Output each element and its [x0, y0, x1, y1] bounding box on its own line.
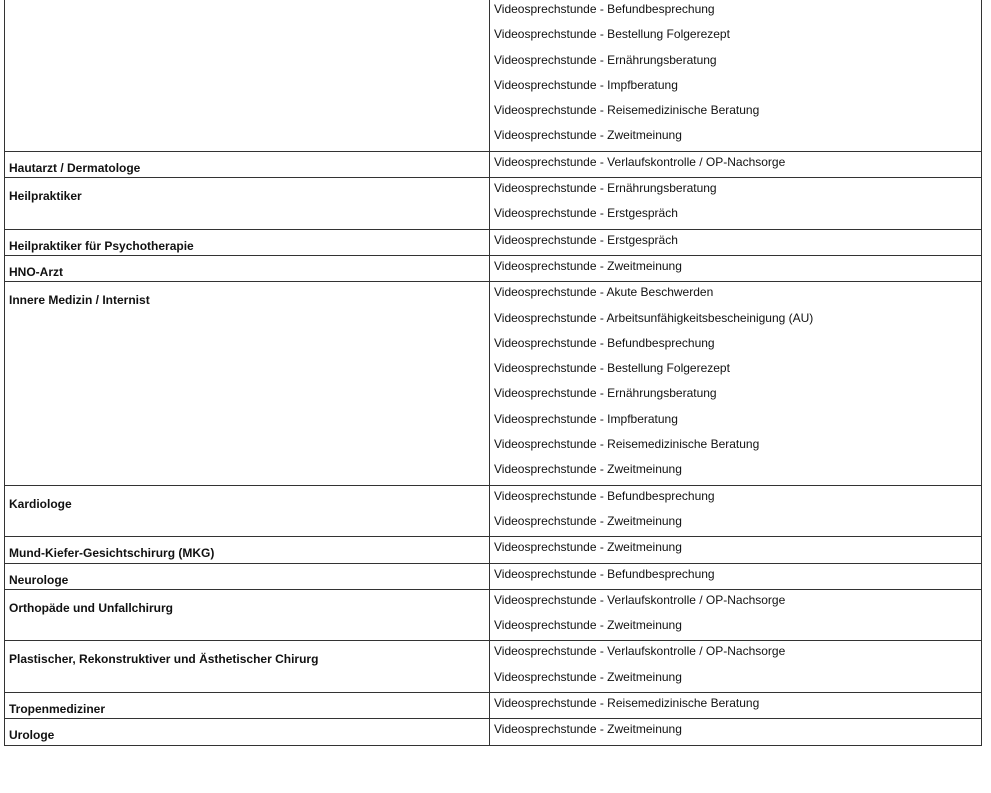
specialty-cell: [5, 255, 490, 281]
service-item: Videosprechstunde - Reisemedizinische Beratung: [494, 437, 760, 452]
table-row: [5, 719, 982, 745]
specialty-cell: [5, 151, 490, 177]
table-row: [5, 563, 982, 589]
table-row: [5, 255, 982, 281]
specialty-cell: [5, 563, 490, 589]
specialty-cell: [5, 641, 490, 693]
specialty-label: Heilpraktiker für Psychotherapie: [9, 238, 194, 253]
services-cell: [490, 255, 982, 281]
table-row: [5, 151, 982, 177]
services-cell: [490, 693, 982, 719]
service-item: Videosprechstunde - Befundbesprechung: [494, 566, 715, 581]
service-item: Videosprechstunde - Zweitmeinung: [494, 618, 682, 633]
specialty-cell: [5, 693, 490, 719]
services-cell: [490, 229, 982, 255]
service-item: Videosprechstunde - Ernährungsberatung: [494, 181, 717, 196]
specialty-label: Orthopäde und Unfallchirurg: [9, 600, 173, 615]
table-row: [5, 693, 982, 719]
service-item: Videosprechstunde - Erstgespräch: [494, 232, 678, 247]
specialty-services-table: [4, 0, 982, 746]
service-item: Videosprechstunde - Reisemedizinische Beratung: [494, 696, 760, 711]
services-cell: [490, 563, 982, 589]
specialty-cell: [5, 589, 490, 641]
specialty-label: Plastischer, Rekonstruktiver und Ästhetischer Chirurg: [9, 652, 319, 667]
table-row: [5, 641, 982, 693]
services-cell: [490, 589, 982, 641]
service-item: Videosprechstunde - Impfberatung: [494, 411, 678, 426]
specialty-label: Mund-Kiefer-Gesichtschirurg (MKG): [9, 546, 215, 561]
service-item: Videosprechstunde - Bestellung Folgerezept: [494, 27, 730, 42]
table-row: [5, 485, 982, 537]
service-item: Videosprechstunde - Zweitmeinung: [494, 128, 682, 143]
service-item: Videosprechstunde - Erstgespräch: [494, 206, 678, 221]
specialty-label: Tropenmediziner: [9, 702, 106, 717]
specialty-cell: [5, 282, 490, 485]
service-item: Videosprechstunde - Zweitmeinung: [494, 513, 682, 528]
specialty-label: Kardiologe: [9, 496, 72, 511]
table-row: [5, 589, 982, 641]
table-row: [5, 229, 982, 255]
service-item: Videosprechstunde - Akute Beschwerden: [494, 285, 714, 300]
service-item: Videosprechstunde - Verlaufskontrolle / OP-Nachsorge: [494, 644, 786, 659]
table-row: [5, 282, 982, 485]
services-cell: [490, 0, 982, 151]
service-item: Videosprechstunde - Ernährungsberatung: [494, 52, 717, 67]
service-item: Videosprechstunde - Reisemedizinische Beratung: [494, 103, 760, 118]
specialty-label: Neurologe: [9, 572, 69, 587]
service-item: Videosprechstunde - Zweitmeinung: [494, 669, 682, 684]
services-cell: [490, 282, 982, 485]
table-row: [5, 0, 982, 151]
services-cell: [490, 537, 982, 563]
table-row: [5, 537, 982, 563]
specialty-label: [9, 0, 489, 10]
specialty-label: Heilpraktiker: [9, 189, 82, 204]
specialty-label: Innere Medizin / Internist: [9, 293, 150, 308]
service-item: Videosprechstunde - Befundbesprechung: [494, 488, 715, 503]
service-item: Videosprechstunde - Zweitmeinung: [494, 462, 682, 477]
specialty-cell: [5, 229, 490, 255]
services-cell: [490, 719, 982, 745]
services-cell: [490, 151, 982, 177]
service-item: Videosprechstunde - Arbeitsunfähigkeitsbescheinigung (AU): [494, 310, 814, 325]
services-cell: [490, 178, 982, 230]
specialty-cell: [5, 719, 490, 745]
services-cell: [490, 485, 982, 537]
service-item: Videosprechstunde - Ernährungsberatung: [494, 386, 717, 401]
specialty-cell: [5, 178, 490, 230]
service-item: Videosprechstunde - Impfberatung: [494, 77, 678, 92]
service-item: Videosprechstunde - Verlaufskontrolle / OP-Nachsorge: [494, 154, 786, 169]
service-item: Videosprechstunde - Befundbesprechung: [494, 2, 715, 16]
specialty-label: Hautarzt / Dermatologe: [9, 160, 141, 175]
specialty-cell: [5, 537, 490, 563]
specialty-label: HNO-Arzt: [9, 264, 63, 279]
specialty-cell: [5, 485, 490, 537]
service-item: Videosprechstunde - Zweitmeinung: [494, 258, 682, 273]
table-row: [5, 178, 982, 230]
service-item: Videosprechstunde - Befundbesprechung: [494, 335, 715, 350]
specialty-label: Urologe: [9, 728, 55, 743]
service-item: Videosprechstunde - Zweitmeinung: [494, 722, 682, 737]
service-item: Videosprechstunde - Verlaufskontrolle / OP-Nachsorge: [494, 592, 786, 607]
service-item: Videosprechstunde - Bestellung Folgerezept: [494, 361, 730, 376]
service-item: Videosprechstunde - Zweitmeinung: [494, 540, 682, 555]
services-cell: [490, 641, 982, 693]
specialty-cell: [5, 0, 490, 151]
